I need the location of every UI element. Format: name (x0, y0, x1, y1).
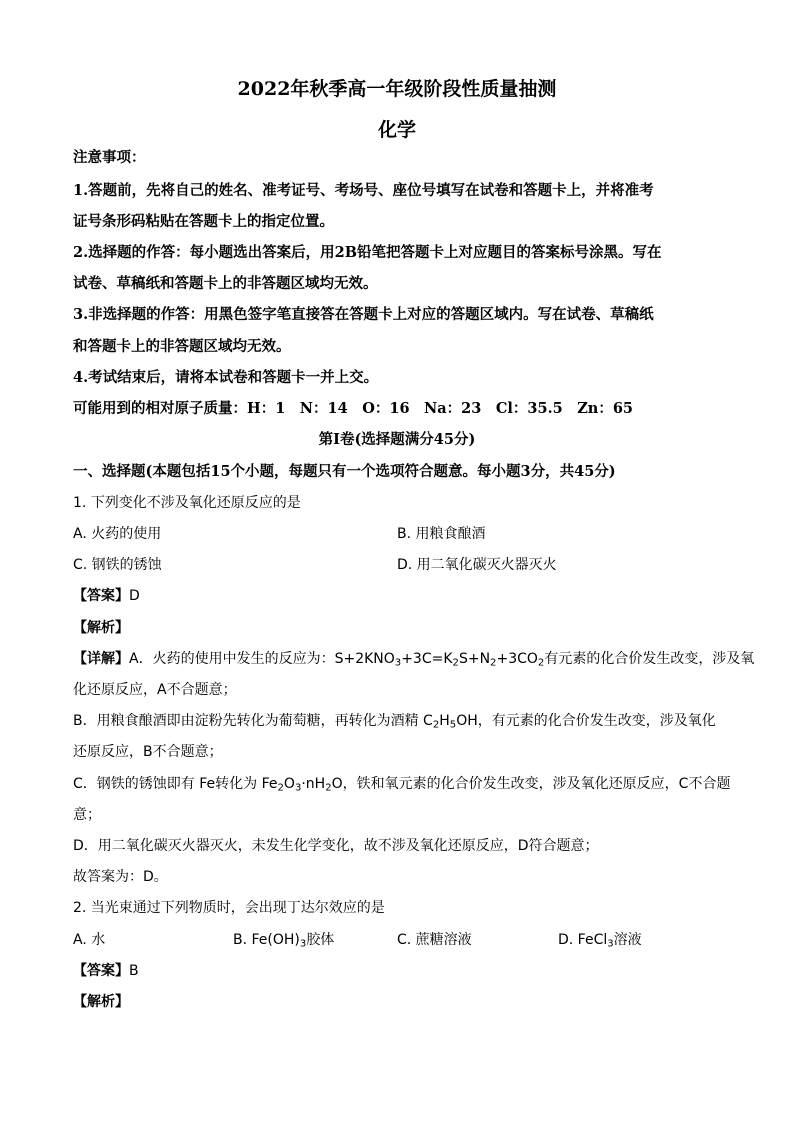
option-d-text: 溶液 (613, 932, 642, 948)
subscript: 2 (490, 657, 497, 669)
exam-title: 2022年秋季高一年级阶段性质量抽测 (237, 78, 557, 100)
detail-a-text: 有元素的化合价发生改变，涉及氧 (544, 651, 755, 667)
subscript: 3 (394, 657, 402, 669)
subscript: 3 (294, 782, 302, 794)
subscript: 2 (277, 782, 284, 794)
detail-a-text: S+N (458, 651, 491, 667)
notice-item-1-line-2: 证号条形码粘贴在答题卡上的指定位置。 (73, 213, 334, 230)
notice-item-2-line-2: 试卷、草稿纸和答题卡上的非答题区域均无效。 (73, 275, 378, 292)
detail-b-text: B．用粮食酿酒即由淀粉先转化为葡萄糖，再转化为酒精 C (73, 713, 433, 729)
question-1-option-d: D. 用二氧化碳灭火器灭火 (397, 557, 557, 573)
question-2-option-d (558, 930, 642, 955)
subscript: 2 (325, 782, 332, 794)
notice-heading: 注意事项： (73, 149, 146, 166)
detail-c-text: ·nH (301, 776, 326, 792)
notice-item-3-line-2: 和答题卡上的非答题区域均无效。 (73, 338, 291, 355)
question-1-detail-a-line-1 (73, 649, 754, 674)
detail-b-text: H (439, 713, 450, 729)
atomic-masses: 可能用到的相对原子质量：H：1 N：14 O：16 Na：23 Cl：35.5 Zn：65 (73, 400, 634, 417)
detail-a-text: +3CO (496, 651, 538, 667)
detail-tag: 【详解】 (73, 651, 129, 667)
detail-c-text: C．钢铁的锈蚀即有 Fe转化为 Fe (73, 776, 278, 792)
question-2-option-a: A. 水 (73, 932, 106, 948)
question-2-option-b (233, 930, 334, 955)
volume-title: 第I卷(选择题满分45分) (318, 431, 476, 448)
answer-value: D (129, 588, 140, 604)
notice-item-1-line-1: 1.答题前，先将自己的姓名、准考证号、考场号、座位号填写在试卷和答题卡上，并将准考 (73, 182, 654, 199)
notice-item-2-line-1: 2.选择题的作答：每小题选出答案后，用2B铅笔把答题卡上对应题目的答案标号涂黑。写在 (73, 244, 662, 261)
notice-item-4: 4.考试结束后，请将本试卷和答题卡一并上交。 (73, 369, 379, 386)
question-2-answer (73, 961, 139, 981)
question-1-option-a: A. 火药的使用 (73, 526, 162, 542)
subscript: 3 (607, 938, 614, 950)
detail-a-text: A．火药的使用中发生的反应为：S+2KNO (129, 651, 395, 667)
detail-b-text: OH，有元素的化合价发生改变，涉及氧化 (456, 713, 716, 729)
question-1-answer (73, 586, 140, 606)
question-2-option-c: C. 蔗糖溶液 (397, 932, 472, 948)
detail-c-text: O (283, 776, 295, 792)
subject-title: 化学 (377, 119, 416, 141)
option-b-text: B. Fe(OH) (233, 932, 300, 948)
answer-value: B (129, 963, 139, 979)
answer-tag: 【答案】 (73, 588, 129, 604)
question-2-stem: 2. 当光束通过下列物质时，会出现丁达尔效应的是 (73, 900, 385, 916)
question-1-stem: 1. 下列变化不涉及氧化还原反应的是 (73, 495, 301, 511)
notice-item-3-line-1: 3.非选择题的作答：用黑色签字笔直接答在答题卡上对应的答题区域内。写在试卷、草稿纸 (73, 306, 654, 323)
question-1-detail-d: D．用二氧化碳灭火器灭火，未发生化学变化，故不涉及氧化还原反应，D符合题意； (73, 838, 599, 854)
detail-a-text: +3C=K (401, 651, 453, 667)
question-1-detail-a-line-2: 化还原反应，A不合题意； (73, 682, 237, 698)
option-b-text: 胶体 (306, 932, 335, 948)
detail-c-text: O (331, 776, 343, 792)
subscript: 2 (432, 719, 440, 731)
question-1-detail-b-line-2: 还原反应，B不合题意； (73, 744, 223, 760)
subscript: 3 (299, 938, 307, 950)
subscript: 2 (452, 657, 459, 669)
answer-tag: 【答案】 (73, 963, 129, 979)
question-1-detail-c-line-2: 意； (73, 807, 101, 823)
question-1-option-c: C. 钢铁的锈蚀 (73, 557, 162, 573)
question-1-detail-b-line-1 (73, 711, 716, 736)
question-1-option-b: B. 用粮食酿酒 (397, 526, 486, 542)
detail-c-text: ，铁和氧元素的化合价发生改变，涉及氧化还原反应，C不合题 (342, 776, 731, 792)
section-title: 一、选择题(本题包括15个小题，每题只有一个选项符合题意。每小题3分，共45分) (73, 463, 616, 480)
option-d-text: D. FeCl (558, 932, 608, 948)
question-1-detail-c-line-1 (73, 774, 730, 799)
question-1-analysis-tag: 【解析】 (73, 620, 129, 636)
question-1-conclusion: 故答案为：D。 (73, 869, 168, 885)
subscript: 2 (537, 657, 545, 669)
question-2-analysis-tag: 【解析】 (73, 994, 129, 1010)
subscript: 5 (449, 719, 457, 731)
